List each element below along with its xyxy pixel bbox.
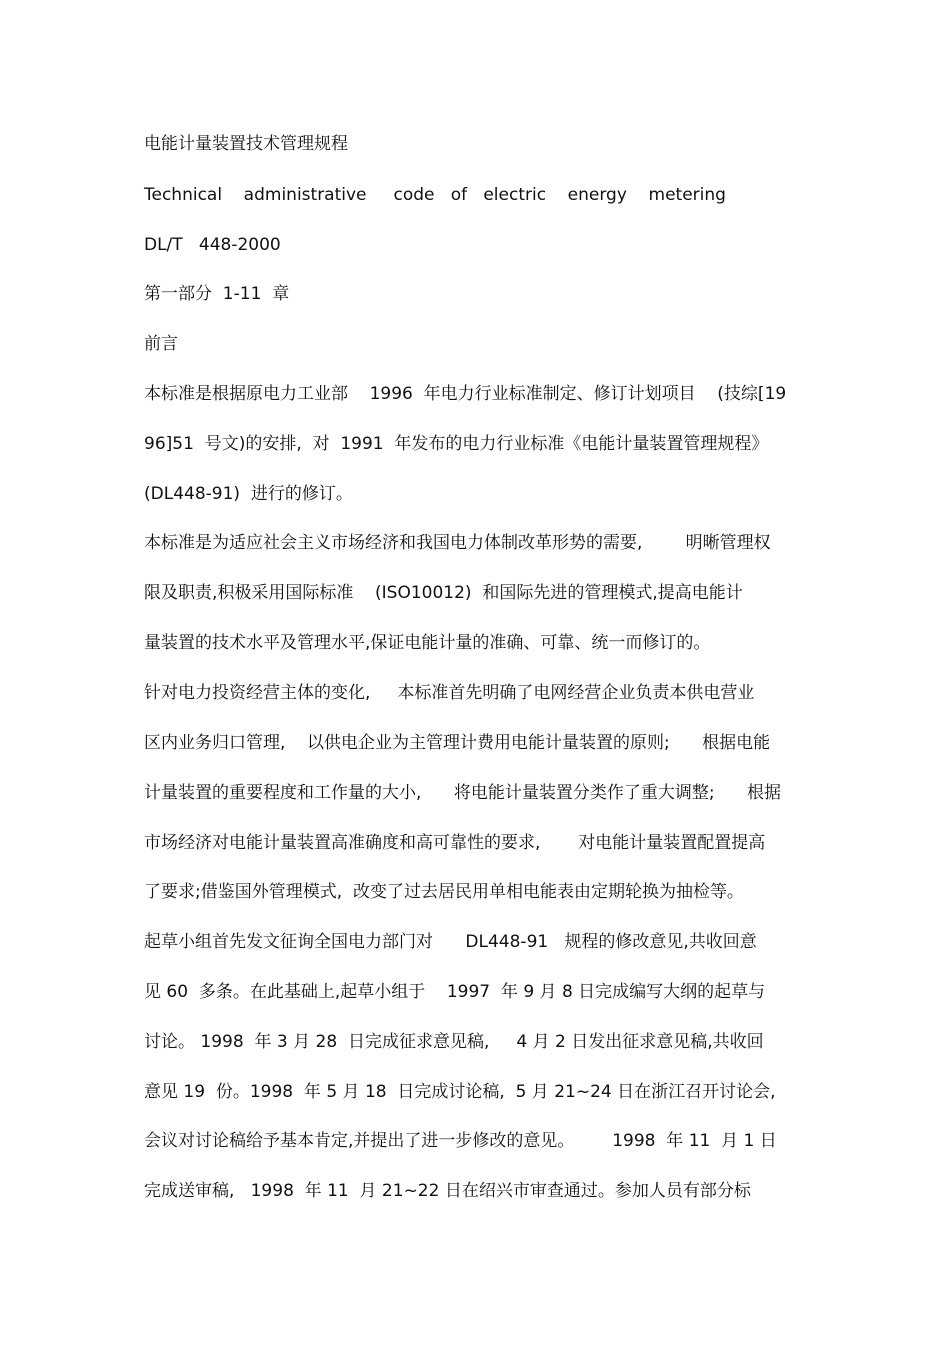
- english-title: Technical administrative code of electric energy metering: [144, 185, 726, 205]
- paragraph-line: 本标准是为适应社会主义市场经济和我国电力体制改革形势的需要, 明晰管理权: [144, 533, 771, 553]
- part-heading: 第一部分 1-11 章: [144, 284, 290, 304]
- paragraph-line: 本标准是根据原电力工业部 1996 年电力行业标准制定、修订计划项目 (技综[19: [144, 384, 787, 404]
- standard-number: DL/T 448-2000: [144, 235, 281, 255]
- paragraph-line: 会议对讨论稿给予基本肯定,并提出了进一步修改的意见。 1998 年 11 月 1 日: [144, 1131, 777, 1151]
- paragraph-line: 了要求;借鉴国外管理模式, 改变了过去居民用单相电能表由定期轮换为抽检等。: [144, 882, 744, 902]
- paragraph-line: 限及职责,积极采用国际标准 (ISO10012) 和国际先进的管理模式,提高电能计: [144, 583, 743, 603]
- paragraph-line: 见 60 多条。在此基础上,起草小组于 1997 年 9 月 8 日完成编写大纲的起草与: [144, 982, 766, 1002]
- paragraph-line: 讨论。 1998 年 3 月 28 日完成征求意见稿, 4 月 2 日发出征求意见稿,共收回: [144, 1032, 764, 1052]
- paragraph-line: 市场经济对电能计量装置高准确度和高可靠性的要求, 对电能计量装置配置提高: [144, 833, 766, 853]
- section-heading-foreword: 前言: [144, 334, 178, 354]
- paragraph-line: 计量装置的重要程度和工作量的大小, 将电能计量装置分类作了重大调整; 根据: [144, 783, 781, 803]
- paragraph-line: 针对电力投资经营主体的变化, 本标准首先明确了电网经营企业负责本供电营业: [144, 683, 755, 703]
- paragraph-line: 意见 19 份。1998 年 5 月 18 日完成讨论稿, 5 月 21~24 日在浙江召开讨论会,: [144, 1082, 776, 1102]
- paragraph-line: (DL448-91) 进行的修订。: [144, 484, 353, 504]
- paragraph-line: 起草小组首先发文征询全国电力部门对 DL448-91 规程的修改意见,共收回意: [144, 932, 757, 952]
- paragraph-line: 完成送审稿, 1998 年 11 月 21~22 日在绍兴市审查通过。参加人员有部分标: [144, 1181, 751, 1201]
- paragraph-line: 量装置的技术水平及管理水平,保证电能计量的准确、可靠、统一而修订的。: [144, 633, 711, 653]
- paragraph-line: 96]51 号文)的安排, 对 1991 年发布的电力行业标准《电能计量装置管理规程》: [144, 434, 769, 454]
- paragraph-line: 区内业务归口管理, 以供电企业为主管理计费用电能计量装置的原则; 根据电能: [144, 733, 771, 753]
- document-title: 电能计量装置技术管理规程: [144, 134, 348, 154]
